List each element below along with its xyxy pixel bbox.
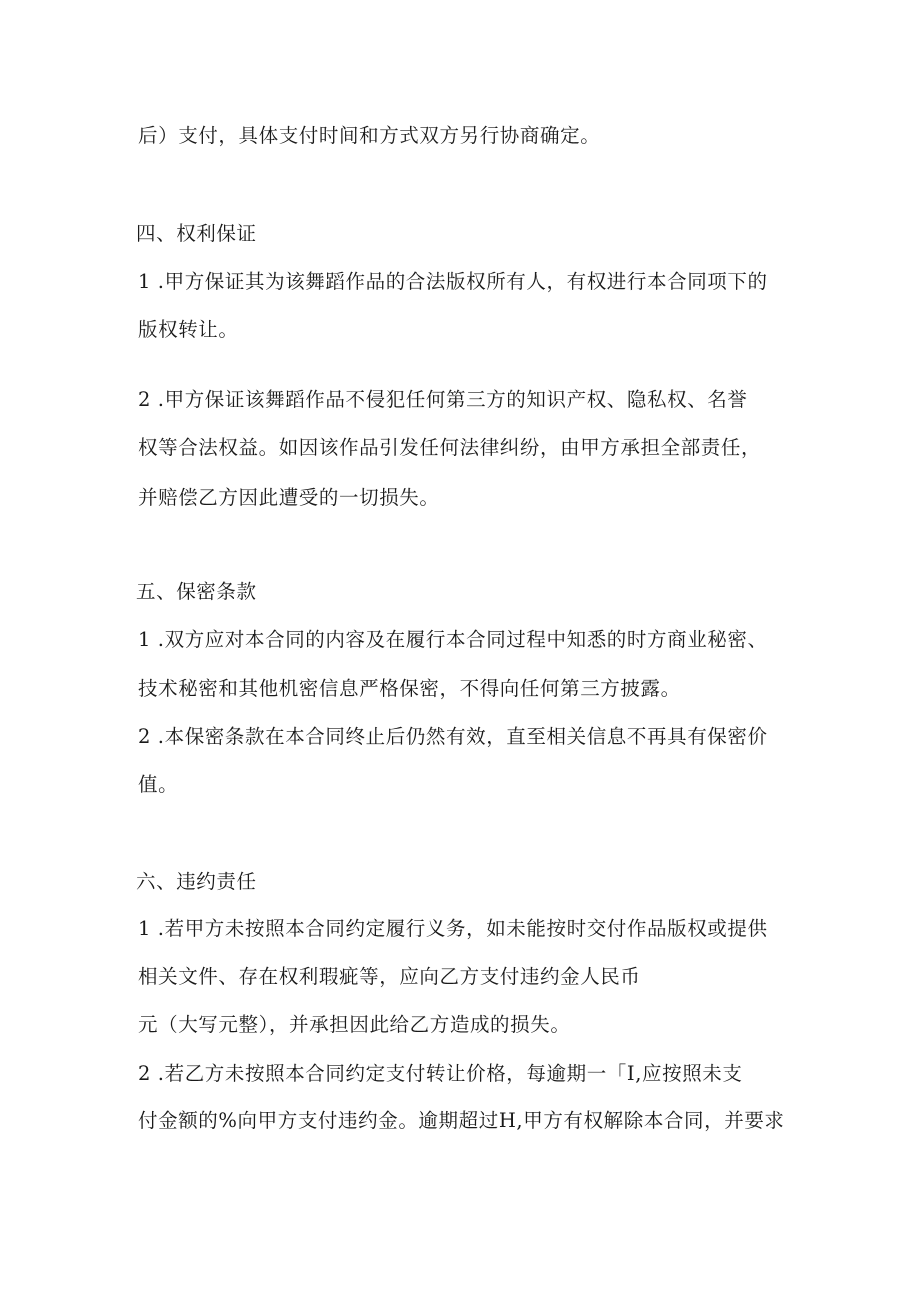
paragraph-line: 技术秘密和其他机密信息严格保密，不得向任何第三方披露。 <box>138 677 681 700</box>
section-heading-rights-guarantee: 四、权利保证 <box>136 222 257 245</box>
paragraph-line: 付金额的%向甲方支付违约金。逾期超过H,甲方有权解除本合同，并要求 <box>138 1109 785 1132</box>
paragraph-line: 权等合法权益。如因该作品引发任何法律纠纷，由甲方承担全部责任， <box>138 436 762 459</box>
paragraph-line: 1 .双方应对本合同的内容及在履行本合同过程中知悉的时方商业秘密、 <box>138 628 768 651</box>
paragraph-line: 2 .本保密条款在本合同终止后仍然有效，直至相关信息不再具有保密价 <box>138 725 768 748</box>
paragraph-line: 1 .甲方保证其为该舞蹈作品的合法版权所有人，有权进行本合同项下的 <box>138 270 768 293</box>
paragraph-line: 2 .甲方保证该舞蹈作品不侵犯任何第三方的知识产权、隐私权、名誉 <box>138 388 748 411</box>
paragraph-line: 版权转让。 <box>138 318 239 341</box>
paragraph-line: 2 .若乙方未按照本合同约定支付转让价格，每逾期一「I,应按照未支 <box>138 1062 743 1085</box>
paragraph-line: 值。 <box>138 773 179 796</box>
paragraph-line: 元（大写元整），并承担因此给乙方造成的损失。 <box>138 1013 571 1036</box>
section-heading-breach-liability: 六、违约责任 <box>136 870 257 893</box>
section-heading-confidentiality: 五、保密条款 <box>136 580 257 603</box>
paragraph-line: 相关文件、存在权利瑕疵等，应向乙方支付违约金人民币 <box>138 965 641 988</box>
paragraph-line: 并赔偿乙方因此遭受的一切损失。 <box>138 486 440 509</box>
paragraph-line: 1 .若甲方未按照本合同约定履行义务，如未能按时交付作品版权或提供 <box>138 917 768 940</box>
paragraph-line: 后）支付，具体支付时间和方式双方另行协商确定。 <box>138 124 601 147</box>
